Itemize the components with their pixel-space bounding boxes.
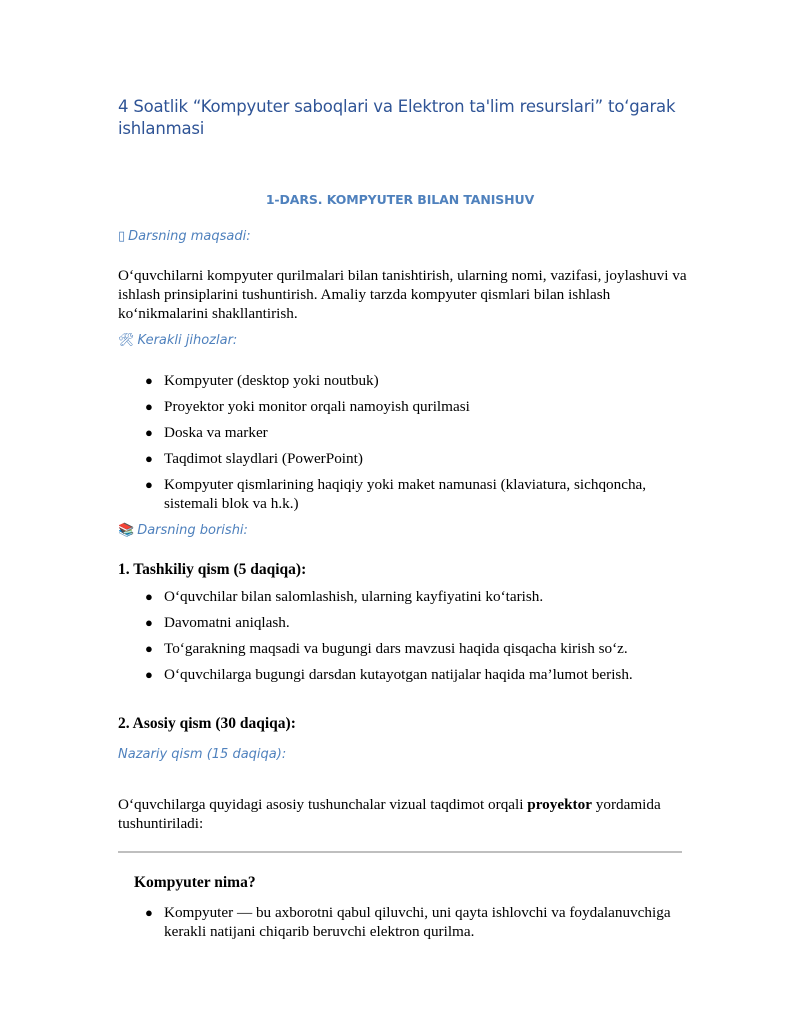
lesson-title: 1-DARS. KOMPYUTER BILAN TANISHUV xyxy=(265,192,535,207)
list-item: ● Taqdimot slaydlari (PowerPoint) xyxy=(145,450,363,467)
procedure-heading-text: Darsning borishi: xyxy=(137,523,248,538)
bullet-icon: ● xyxy=(145,399,153,414)
goal-paragraph: O‘quvchilarni kompyuter qurilmalari bilan tanishtirish, ularning nomi, vazifasi, joylashuvi va ishlash prinsiplarini tushuntirish. Amaliy tarzda kompyuter qismlari bilan ishlash ko‘nikmalarini shakllantirish. xyxy=(118,267,687,322)
part1-list xyxy=(118,587,678,684)
list-item: ● To‘garakning maqsadi va bugungi dars mavzusi haqida qisqacha kirish so‘z. xyxy=(145,640,628,657)
part2-heading: 2. Asosiy qism (30 daqiqa): xyxy=(118,715,296,732)
bullet-icon: ● xyxy=(145,615,153,630)
bullet-icon: ● xyxy=(145,425,153,440)
bullet-icon: ● xyxy=(145,905,153,920)
document-title: 4 Soatlik “Kompyuter saboqlari va Elektron ta'lim resurslari” to‘garak ishlanmasi xyxy=(118,97,676,138)
placeholder-icon: ▯ xyxy=(118,229,126,244)
theory-subheading: Nazariy qism (15 daqiqa): xyxy=(118,747,287,762)
equipment-heading-text: Kerakli jihozlar: xyxy=(137,333,238,348)
list-item: ● Kompyuter (desktop yoki noutbuk) xyxy=(145,372,379,389)
list-item: ● Kompyuter — bu axborotni qabul qiluvchi, uni qayta ishlovchi va foydalanuvchiga kerakli natijani chiqarib beruvchi elektron qurilma. xyxy=(145,904,671,940)
bullet-icon: ● xyxy=(145,667,153,682)
equipment-heading xyxy=(118,333,237,348)
computer-list xyxy=(118,903,678,941)
bullet-icon: ● xyxy=(145,477,153,492)
computer-heading: Kompyuter nima? xyxy=(134,874,256,891)
bullet-icon: ● xyxy=(145,451,153,466)
bullet-icon: ● xyxy=(145,589,153,604)
books-icon: 📚 xyxy=(118,523,135,538)
bullet-icon: ● xyxy=(145,373,153,388)
list-item: ● Davomatni aniqlash. xyxy=(145,614,290,631)
list-item: ● Kompyuter qismlarining haqiqiy yoki maket namunasi (klaviatura, sichqoncha, sistemali blok va h.k.) xyxy=(145,476,647,512)
part2-paragraph: O‘quvchilarga quyidagi asosiy tushunchalar vizual taqdimot orqali proyektor yordamida tushuntiriladi: xyxy=(118,796,661,832)
bullet-icon: ● xyxy=(145,641,153,656)
list-item: ● Doska va marker xyxy=(145,424,268,441)
list-item: ● O‘quvchilarga bugungi darsdan kutayotgan natijalar haqida ma’lumot berish. xyxy=(145,666,633,683)
part1-heading: 1. Tashkiliy qism (5 daqiqa): xyxy=(118,561,307,578)
procedure-heading xyxy=(118,523,248,538)
goal-heading xyxy=(118,229,251,244)
equipment-list xyxy=(118,371,678,513)
goal-heading-text: Darsning maqsadi: xyxy=(128,229,251,244)
list-item: ● Proyektor yoki monitor orqali namoyish qurilmasi xyxy=(145,398,470,415)
bold-term: proyektor xyxy=(527,796,592,813)
horizontal-rule xyxy=(118,851,682,853)
list-item: ● O‘quvchilar bilan salomlashish, ularning kayfiyatini ko‘tarish. xyxy=(145,588,544,605)
tools-icon: 🛠 xyxy=(118,333,135,348)
